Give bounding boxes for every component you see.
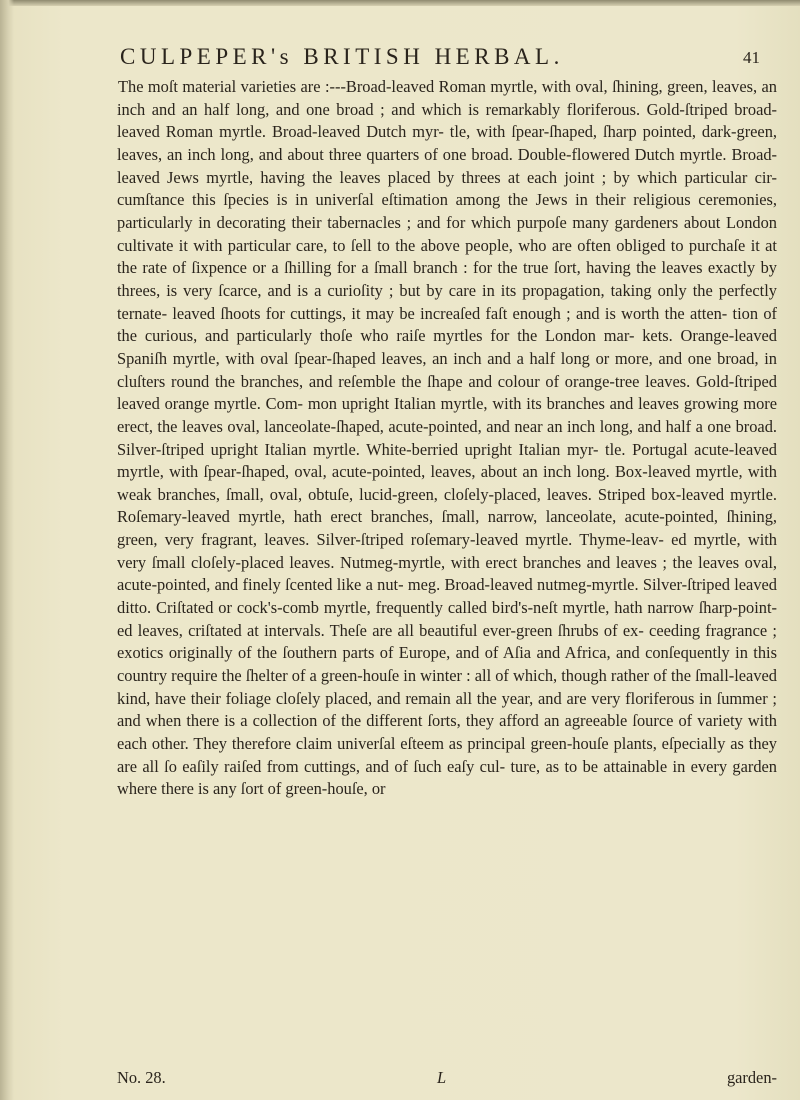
issue-number: No. 28. [117,1068,166,1087]
page-top-edge [0,0,800,6]
page-number: 41 [743,48,760,67]
signature-mark: L [437,1068,447,1087]
catchword: garden- [726,1068,777,1087]
page-footer [117,1068,777,1092]
spine-shadow [0,0,14,1100]
body-paragraph: The moſt material varieties are :---Broad-leaved Roman myrtle, with oval, ſhining, green, leaves, an inch and an half long, and one broad ; and which is remarkably floriferous. Gold-ſtriped broad-leaved Roman myrtle. Broad-leaved Dutch myr- tle, with ſpear-ſhaped, ſharp pointed, dark-green, leaves, an inch long, and about three quarters of one broad. Double-flowered Dutch myrtle. Broad-leaved Jews myrtle, having the leaves placed by threes at each joint ; by which particular cir- cumſtance this ſpecies is in univerſal eſtimation among the Jews in their religious ceremonies, particularly in decorating their tabernacles ; and for which purpoſe many gardeners about London cultivate it with particular care, to ſell to the above people, who are often obliged to purchaſe it at the rate of ſixpence or a ſhilling for a ſmall branch : for the true ſort, having the leaves exactly by threes, is very ſcarce, and is a curioſity ; but by care in its propagation, taking only the perfectly ternate- leaved ſhoots for cuttings, it may be increaſed faſt enough ; and is worth the atten- tion of the curious, and particularly thoſe who raiſe myrtles for the London mar- kets. Orange-leaved Spaniſh myrtle, with oval ſpear-ſhaped leaves, an inch and a half long or more, and one broad, in cluſters round the branches, and reſemble the ſhape and colour of orange-tree leaves. Gold-ſtriped leaved orange myrtle. Com- mon upright Italian myrtle, with its branches and leaves growing more erect, the leaves oval, lanceolate-ſhaped, acute-pointed, and near an inch long, and half a one broad. Silver-ſtriped upright Italian myrtle. White-berried upright Italian myr- tle. Portugal acute-leaved myrtle, with ſpear-ſhaped, oval, acute-pointed, leaves, about an inch long. Box-leaved myrtle, with weak branches, ſmall, oval, obtuſe, lucid-green, cloſely-placed, leaves. Striped box-leaved myrtle. Roſemary-leaved myrtle, hath erect branches, ſmall, narrow, lanceolate, acute-pointed, ſhining, green, very fragrant, leaves. Silver-ſtriped roſemary-leaved myrtle. Thyme-leav- ed myrtle, with very ſmall cloſely-placed leaves. Nutmeg-myrtle, with erect branches and leaves ; the leaves oval, acute-pointed, and finely ſcented like a nut- meg. Broad-leaved nutmeg-myrtle. Silver-ſtriped leaved ditto. Criſtated or cock's-comb myrtle, frequently called bird's-neſt myrtle, hath narrow ſharp-point- ed leaves, criſtated at intervals. Theſe are all beautiful ever-green ſhrubs of ex- ceeding fragrance ; exotics originally of the ſouthern parts of Europe, and of Aſia and Africa, and conſequently in this country require the ſhelter of a green-houſe in winter : all of which, though rather of the ſmall-leaved kind, have their foliage cloſely placed, and remain all the year, and are very floriferous in ſummer ; and when there is a collection of the different ſorts, they afford an agreeable ſource of variety with each other. They therefore claim univerſal eſteem as principal green-houſe plants, eſpecially as they are all ſo eaſily raiſed from cuttings, and of ſuch eaſy cul- ture, as to be attainable in every garden where there is any ſort of green-houſe, or [117,77,777,799]
running-title: CULPEPER's BRITISH HERBAL. [120,44,564,69]
page-header [120,44,760,74]
